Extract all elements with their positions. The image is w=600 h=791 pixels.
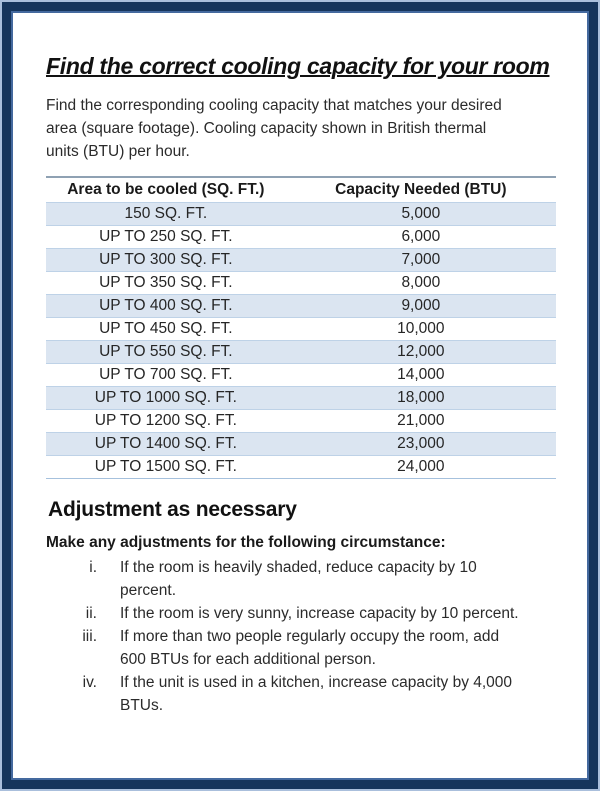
intro-line: Find the corresponding cooling capacity that matches your desired <box>46 97 502 114</box>
btu-cell: 8,000 <box>401 273 441 291</box>
btu-cell: 21,000 <box>397 411 445 429</box>
list-item <box>46 556 556 602</box>
list-item-line: If the room is heavily shaded, reduce capacity by 10 <box>120 558 477 576</box>
btu-cell: 6,000 <box>401 227 441 245</box>
btu-cell: 7,000 <box>401 250 441 268</box>
area-cell: UP TO 250 SQ. FT. <box>99 227 233 245</box>
table-row <box>46 248 556 271</box>
table-row <box>46 432 556 455</box>
list-item-text <box>120 671 512 717</box>
list-item-line: percent. <box>120 581 177 599</box>
list-item <box>46 671 556 717</box>
list-item-line: BTUs. <box>120 696 164 714</box>
area-cell: UP TO 1200 SQ. FT. <box>94 411 237 429</box>
adjustments-heading: Adjustment as necessary <box>48 497 297 521</box>
list-item-line: 600 BTUs for each additional person. <box>120 650 376 668</box>
intro-paragraph <box>46 94 556 163</box>
list-item-text <box>120 556 477 602</box>
intro-line: area (square footage). Cooling capacity shown in British thermal <box>46 120 487 137</box>
list-item <box>46 625 556 671</box>
list-marker: ii. <box>85 604 97 622</box>
cooling-capacity-table <box>46 176 556 479</box>
table-row <box>46 202 556 225</box>
table-row <box>46 409 556 432</box>
area-cell: UP TO 400 SQ. FT. <box>99 296 233 314</box>
list-item-line: If the room is very sunny, increase capacity by 10 percent. <box>120 604 519 622</box>
adjustments-subheading: Make any adjustments for the following circumstance: <box>46 533 446 551</box>
column-header-area: Area to be cooled (SQ. FT.) <box>46 177 286 202</box>
list-item <box>46 602 556 625</box>
btu-cell: 24,000 <box>397 457 445 475</box>
btu-cell: 18,000 <box>397 388 445 406</box>
column-header-capacity: Capacity Needed (BTU) <box>286 177 556 202</box>
list-item-line: If the unit is used in a kitchen, increase capacity by 4,000 <box>120 673 513 691</box>
area-cell: UP TO 550 SQ. FT. <box>99 342 233 360</box>
table-row <box>46 317 556 340</box>
table-header-row <box>46 177 556 202</box>
table-row <box>46 363 556 386</box>
table-row <box>46 294 556 317</box>
btu-cell: 10,000 <box>397 319 445 337</box>
table-row <box>46 340 556 363</box>
page-title: Find the correct cooling capacity for your room <box>46 53 550 79</box>
btu-cell: 5,000 <box>401 204 441 222</box>
adjustments-list <box>46 556 556 717</box>
area-cell: 150 SQ. FT. <box>124 204 208 222</box>
btu-cell: 9,000 <box>401 296 441 314</box>
area-cell: UP TO 350 SQ. FT. <box>99 273 233 291</box>
area-cell: UP TO 1000 SQ. FT. <box>94 388 237 406</box>
table-row <box>46 225 556 248</box>
list-item-text <box>120 625 499 671</box>
list-item-text <box>120 602 519 625</box>
table-row <box>46 271 556 294</box>
btu-cell: 14,000 <box>397 365 445 383</box>
area-cell: UP TO 700 SQ. FT. <box>99 365 233 383</box>
btu-cell: 23,000 <box>397 434 445 452</box>
area-cell: UP TO 1500 SQ. FT. <box>94 457 237 475</box>
area-cell: UP TO 300 SQ. FT. <box>99 250 233 268</box>
list-marker: i. <box>89 558 97 576</box>
page-border-inner <box>2 2 598 789</box>
list-item-line: If more than two people regularly occupy the room, add <box>120 627 500 645</box>
area-cell: UP TO 450 SQ. FT. <box>99 319 233 337</box>
area-cell: UP TO 1400 SQ. FT. <box>94 434 237 452</box>
list-marker: iv. <box>82 673 97 691</box>
table-row <box>46 455 556 478</box>
table-row <box>46 386 556 409</box>
intro-line: units (BTU) per hour. <box>46 143 190 160</box>
list-marker: iii. <box>82 627 97 645</box>
btu-cell: 12,000 <box>397 342 445 360</box>
